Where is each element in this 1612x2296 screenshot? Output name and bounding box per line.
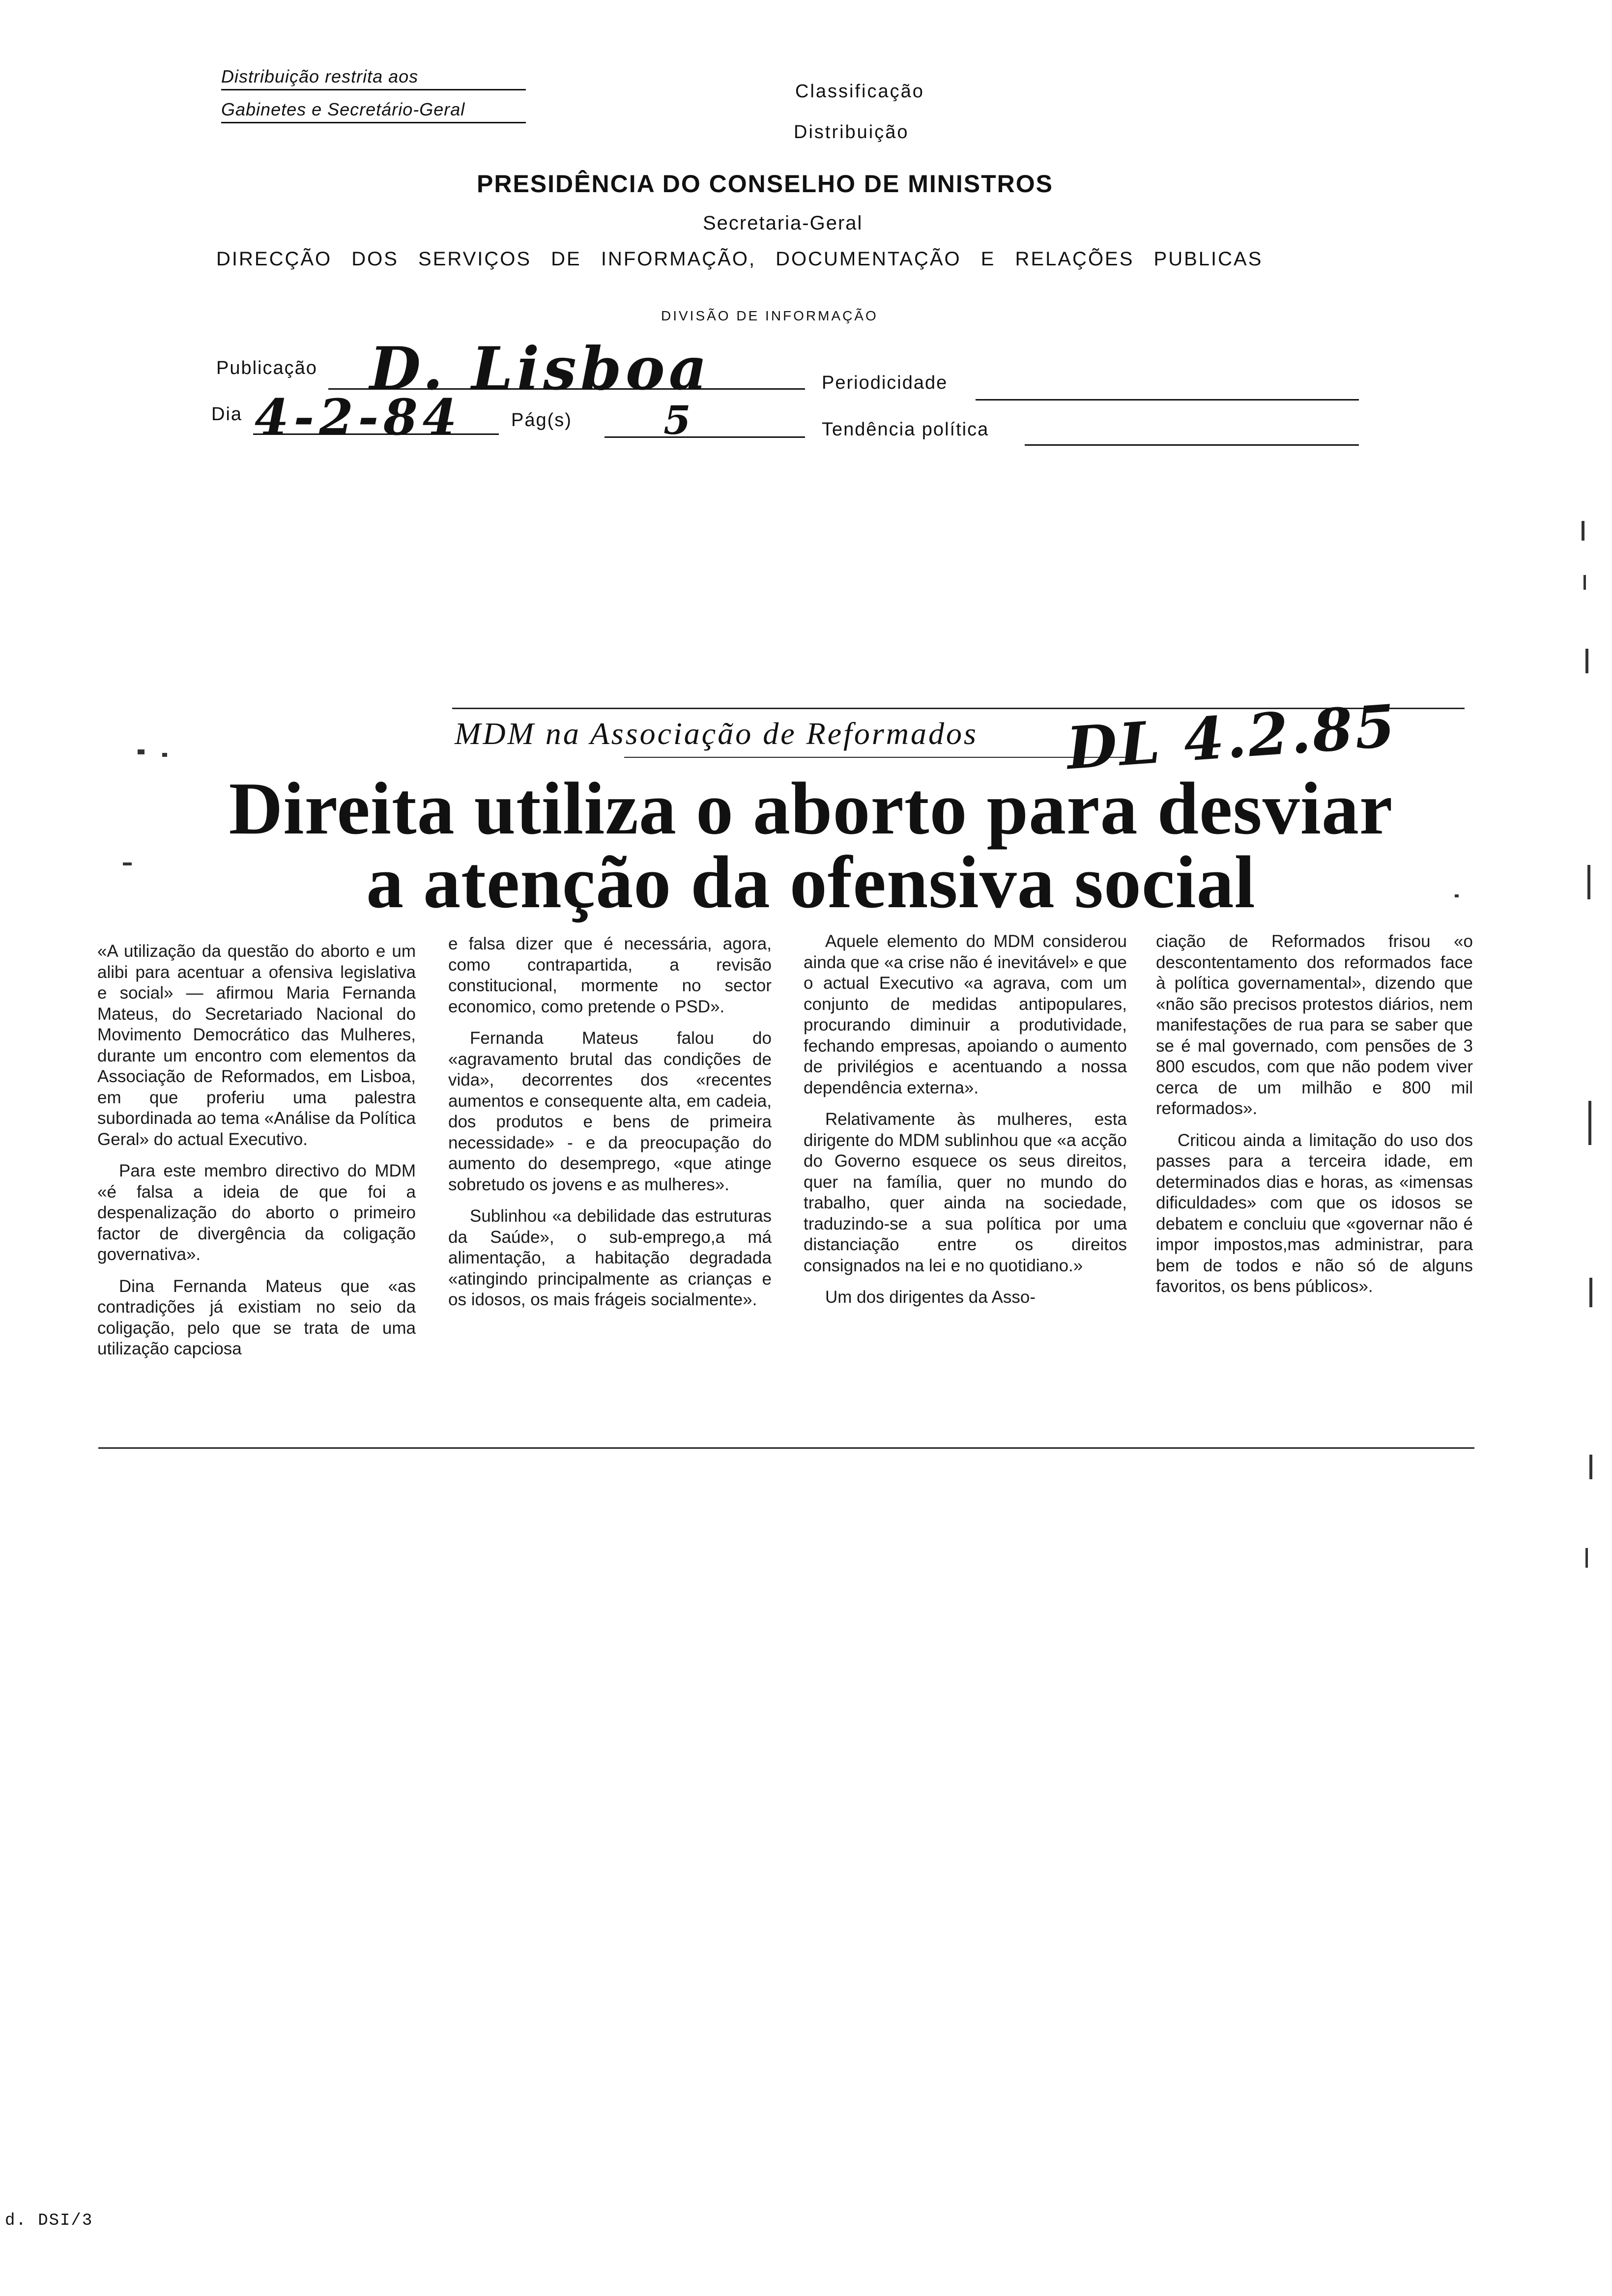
scan-speck xyxy=(1455,894,1459,897)
col4-paragraph-1: ciação de Reformados frisou «o descontentamento dos reformados face à política governamental», dizendo que «não são precisos protestos diários, nem manifestações de rua para se saber que se é mal governado, com pensões de 3 800 escudos, com que não podem viver cerca de um milhão e 800 mil reformados». xyxy=(1156,932,1473,1118)
pags-handwritten-value: 5 xyxy=(663,397,691,443)
periodicidade-line xyxy=(976,399,1359,401)
col4-paragraph-2: Criticou ainda a limitação do uso dos passes para a terceira idade, em determinados dias e horas, as «imensas dificuldades» com que os idosos se debatem e concluiu que «governar não é impor impostos,mas administrar, para bem de todos e não só de alguns favoritos, os bens públicos». xyxy=(1156,1130,1473,1296)
scan-speck xyxy=(1588,1101,1591,1145)
col2-paragraph-2: Fernanda Mateus falou do «agravamento brutal das condições de vida», decorrentes dos «recentes aumentos e consequente alta, em cadeia, dos produtos e bens de primeira necessidade» - e da preocupação do aumento do desemprego, «que atinge sobretudo os jovens e as mulheres». xyxy=(448,1029,772,1194)
col3-paragraph-2: Relativamente às mulheres, esta dirigente do MDM sublinhou que «a acção do Governo esquece os seus direitos, quer na família, quer no mundo do trabalho, quer ainda na sociedade, traduzindo-se a sua política por uma distanciação entre os direitos consignados na lei e no quotidiano.» xyxy=(804,1110,1127,1275)
scan-speck xyxy=(1587,865,1590,899)
secretaria-geral-heading: Secretaria-Geral xyxy=(703,212,863,234)
presidencia-heading: PRESIDÊNCIA DO CONSELHO DE MINISTROS xyxy=(477,170,1054,198)
handwritten-annotation: DL 4.2.85 xyxy=(1064,691,1399,783)
article-column-3 xyxy=(804,931,1127,1319)
tendencia-label: Tendência política xyxy=(822,419,989,440)
col1-paragraph-1: «A utilização da questão do aborto e um alibi para acentuar a ofensiva legislativa e social» — afirmou Maria Fernanda Mateus, do Secretariado Nacional do Movimento Democrático das Mulheres, durante um encontro com elementos da Associação de Reformados, em Lisboa, em que proferiu uma palestra subordinada ao tema «Análise da Política Geral» do actual Executivo. xyxy=(97,942,416,1149)
restricted-distribution-block xyxy=(221,66,526,123)
headline-line-2: a atenção da ofensiva social xyxy=(366,841,1256,923)
scan-speck xyxy=(1585,1548,1588,1568)
restricted-line-1: Distribuição restrita aos xyxy=(221,66,526,90)
col3-paragraph-1: Aquele elemento do MDM considerou ainda que «a crise não é inevitável» e que o actual Executivo «a agrava, com um conjunto de medidas antipopulares, procurando diminuir a produtividade, fechando empresas, apoiando o aumento de privilégios e acentuando a nossa dependência externa». xyxy=(804,932,1127,1097)
publicacao-handwritten-value: D. Lisboa xyxy=(370,334,711,403)
col3-paragraph-3: Um dos dirigentes da Asso- xyxy=(825,1288,1036,1307)
scan-speck xyxy=(123,862,132,865)
scan-speck xyxy=(1582,521,1584,541)
divisao-heading: DIVISÃO DE INFORMAÇÃO xyxy=(661,308,878,323)
tendencia-line xyxy=(1025,444,1359,446)
headline-line-1: Direita utiliza o aborto para desviar xyxy=(229,767,1393,850)
article-headline xyxy=(113,767,1509,923)
scan-speck xyxy=(1589,1455,1592,1479)
periodicidade-label: Periodicidade xyxy=(822,373,948,393)
scan-speck xyxy=(1589,1278,1592,1307)
article-column-1 xyxy=(97,941,416,1371)
article-column-2 xyxy=(448,934,772,1321)
article-bottom-rule xyxy=(98,1447,1474,1449)
dia-label: Dia xyxy=(211,404,243,425)
scan-speck xyxy=(138,749,144,754)
article-column-4 xyxy=(1156,931,1473,1308)
publicacao-label: Publicação xyxy=(216,358,317,378)
col2-paragraph-3: Sublinhou «a debilidade das estruturas da Saúde», o sub-emprego,a má alimentação, a habitação degradada «atingindo principalmente as crianças e os idosos, os mais frágeis socialmente». xyxy=(448,1206,772,1309)
col1-paragraph-2: Para este membro directivo do MDM «é falsa a ideia de que foi a despenalização do aborto o primeiro factor de divergência da coligação governativa». xyxy=(97,1161,416,1264)
classificacao-label: Classificação xyxy=(795,81,924,102)
scan-speck xyxy=(1585,649,1588,673)
direccao-heading: DIRECÇÃO DOS SERVIÇOS DE INFORMAÇÃO, DOCUMENTAÇÃO E RELAÇÕES PUBLICAS xyxy=(216,248,1263,270)
scan-speck xyxy=(1583,575,1586,590)
distribuicao-label: Distribuição xyxy=(794,122,909,143)
col1-paragraph-3: Dina Fernanda Mateus que «as contradições já existiam no seio da coligação, pelo que se trata de uma utilização capciosa xyxy=(97,1276,416,1358)
col2-paragraph-1: e falsa dizer que é necessária, agora, como contrapartida, a revisão constitucional, mormente no sector economico, como pretende o PSD». xyxy=(448,934,772,1016)
pags-label: Pág(s) xyxy=(511,410,572,430)
kicker-underline xyxy=(624,757,1135,758)
dia-handwritten-value: 4-2-84 xyxy=(255,388,462,446)
footer-form-code: d. DSI/3 xyxy=(5,2211,93,2230)
article-kicker: MDM na Associação de Reformados xyxy=(455,716,978,751)
scan-speck xyxy=(162,753,167,757)
pags-line xyxy=(604,436,805,438)
restricted-line-2: Gabinetes e Secretário-Geral xyxy=(221,99,526,123)
